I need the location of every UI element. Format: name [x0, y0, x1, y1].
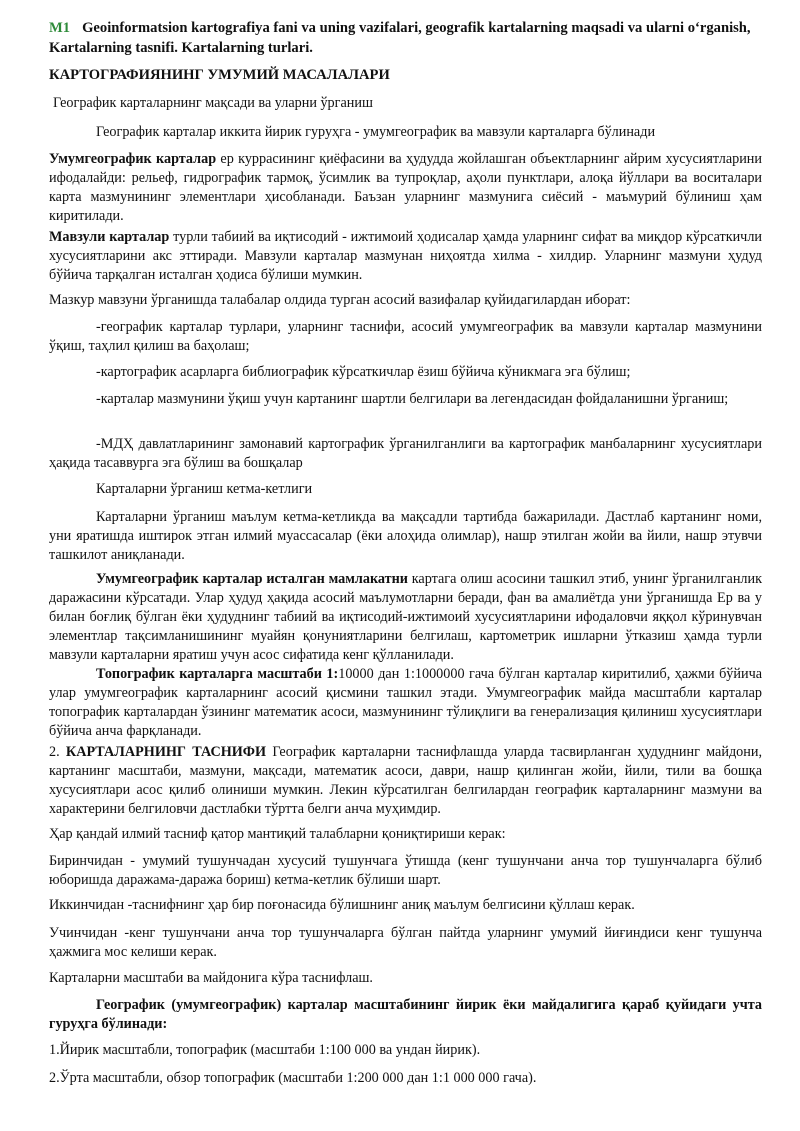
section-title: КАРТОГРАФИЯНИНГ УМУМИЙ МАСАЛАЛАРИ: [49, 67, 390, 83]
paragraph-tasks-intro: Мазкур мавзуни ўрганишда талабалар олдида турган асосий вазифалар қуйидагилардан иборат:: [49, 292, 631, 308]
paragraph-goal: Географик карталарнинг мақсади ва уларни ўрганиш: [53, 95, 373, 111]
paragraph-topographic: Топографик карталарга масштаби 1:10000 дан 1:1000000 гача бўлган карталар киритилиб, ҳажми бўйича улар умумгеографик карталарнинг асосий қисмини ташкил этади. Умумгеографик майда масштабли карталар топографик карталардан ўзининг математик асоси, мазмунининг тўлиқлиги ва генерализация қилиниш хусусиятлари бўйича анча фарқланади.: [49, 666, 763, 739]
list-item-task-2: -картографик асарларга библиографик кўрсаткичлар ёзиш бўйича кўникмага эга бўлиш;: [96, 364, 631, 380]
heading-line-2: Kartalarning tasnifi. Kartalarning turlari.: [49, 40, 313, 56]
heading-line-1: Geoinformatsion kartografiya fani va uning vazifalari, geografik kartalarning maqsadi va ularni o‘rganish,: [82, 20, 751, 36]
paragraph-sequence-title: Карталарни ўрганиш кетма-кетлиги: [96, 481, 313, 497]
module-number: M1: [49, 20, 71, 36]
term-general-maps: Умумгеографик карталар: [49, 151, 217, 167]
term-classification: КАРТАЛАРНИНГ ТАСНИФИ: [65, 744, 267, 760]
paragraph-thematic-maps: Мавзули карталар турли табиий ва иқтисодий - ижтимоий ҳодисалар ҳамда уларнинг сифат ва миқдор кўрсаткичли хусусиятларини акс эттиради. Мавзули карталар мазмунан ниҳоятда хилма - хилдир. Уларнинг мазмуни ҳудуд бўйича тарқалган исталган ҳодиса бўлиши мумкин.: [49, 229, 762, 283]
paragraph-third-rule: Учинчидан -кенг тушунчани анча тор тушунчаларга бўлган пайтда уларнинг умумий йиғиндиси кенг тушунча ҳажмига мос келиши керак.: [49, 925, 762, 960]
document-heading: [49, 18, 764, 58]
term-thematic-maps: Мавзули карталар: [49, 229, 170, 245]
paragraph-groups: Географик карталар иккита йирик гуруҳга - умумгеографик ва мавзули карталарга бўлинади: [96, 124, 656, 140]
list-item-large-scale: 1.Йирик масштабли, топографик (масштаби 1:100 000 ва ундан йирик).: [49, 1042, 481, 1058]
paragraph-first-rule: Биринчидан - умумий тушунчадан хусусий тушунчага ўтишда (кенг тушунчани анча тор тушунчаларга бўлиб юборишда даражама-даража бориш) кетма-кетлик бўлиши шарт.: [49, 853, 762, 888]
paragraph-scale-classification: Карталарни масштаби ва майдонига кўра таснифлаш.: [49, 970, 373, 986]
paragraph-scale-groups: Географик (умумгеографик) карталар масштабининг йирик ёки майдалигига қараб қуйидаги учта гуруҳга бўлинади:: [49, 997, 762, 1032]
list-item-medium-scale: 2.Ўрта масштабли, обзор топографик (масштаби 1:200 000 дан 1:1 000 000 гача).: [49, 1070, 537, 1086]
paragraph-classification: 2. КАРТАЛАРНИНГ ТАСНИФИ Географик карталарни таснифлашда уларда тасвирланган ҳудуднинг майдони, картанинг масштаби, мазмуни, мақсади, математик асоси, даври, нашр қилинган жойи, йили, тили ва бошқа хусусиятлари асос қилиб олиниши мумкин. Лекин кўрсатилган белгилардан географик карталарнинг мазмуни ва характерини белгиловчи дастлабки тўртта белги анча муҳимдир.: [49, 744, 762, 817]
paragraph-sequence: Карталарни ўрганиш маълум кетма-кетликда ва мақсадли тартибда бажарилади. Дастлаб картанинг номи, уни яратишда иштирок этган илмий муассасалар (ёки алоҳида олимлар), нашр этилган жойи ва йили, нашр этувчи ташкилот аниқланади.: [49, 509, 762, 563]
paragraph-second-rule: Иккинчидан -таснифнинг ҳар бир поғонасида бўлишнинг аниқ маълум белгисини қўллаш керак.: [49, 897, 635, 913]
list-item-task-1: -географик карталар турлари, уларнинг таснифи, асосий умумгеографик ва мавзули карталар мазмунини ўқиш, таҳлил қилиш ва баҳолаш;: [49, 319, 762, 354]
term-general-maps-country: Умумгеографик карталар исталган мамлакатни: [96, 571, 408, 587]
paragraph-general-maps: Умумгеографик карталар ер куррасининг қиёфасини ва ҳудудда жойлашган объектларнинг айрим хусусиятларини ифодалайди: рельеф, гидрографик тармоқ, ўсимлик ва тупроқлар, аҳоли пунктлари, алоқа йўллари ва воситалари карта мазмунининг элементлари ҳисобланади. Баъзан уларнинг мазмунига сиёсий - маъмурий бўлиниш ҳам киритилади.: [49, 151, 762, 224]
list-item-task-3: -карталар мазмунини ўқиш учун картанинг шартли белгилари ва легендасидан фойдаланишни ўрганиш;: [96, 391, 729, 407]
term-topographic-scale: Топографик карталарга масштаби 1:: [96, 666, 339, 682]
paragraph-any-country: Умумгеографик карталар исталган мамлакатни картага олиш асосини ташкил этиб, унинг ўрганилганлик даражасини кўрсатади. Улар ҳудуд ҳақида асосий маълумотларни беради, фан ва амалиётда уни ўрганишда Ер ва у билан боғлиқ бўлган ёки ҳудуднинг табиий ва иқтисодий-ижтимоий хусусиятларини ифодаловчи яққол кўринувчан элементлар тақсимланишининг муайян қонуниятларини белгилаш, картометрик ишларни ўтказиш ҳамда турли мавзули карталарни яратиш учун асос сифатида кенг қўлланилади.: [49, 571, 762, 663]
paragraph-logic-requirements: Ҳар қандай илмий тасниф қатор мантиқий талабларни қониқтириши керак:: [49, 826, 506, 842]
list-item-task-4: -МДҲ давлатларининг замонавий картографик ўрганилганлиги ва картографик манбаларнинг хусусиятлари ҳақида тасаввурга эга бўлиш ва бошқалар: [49, 436, 762, 471]
